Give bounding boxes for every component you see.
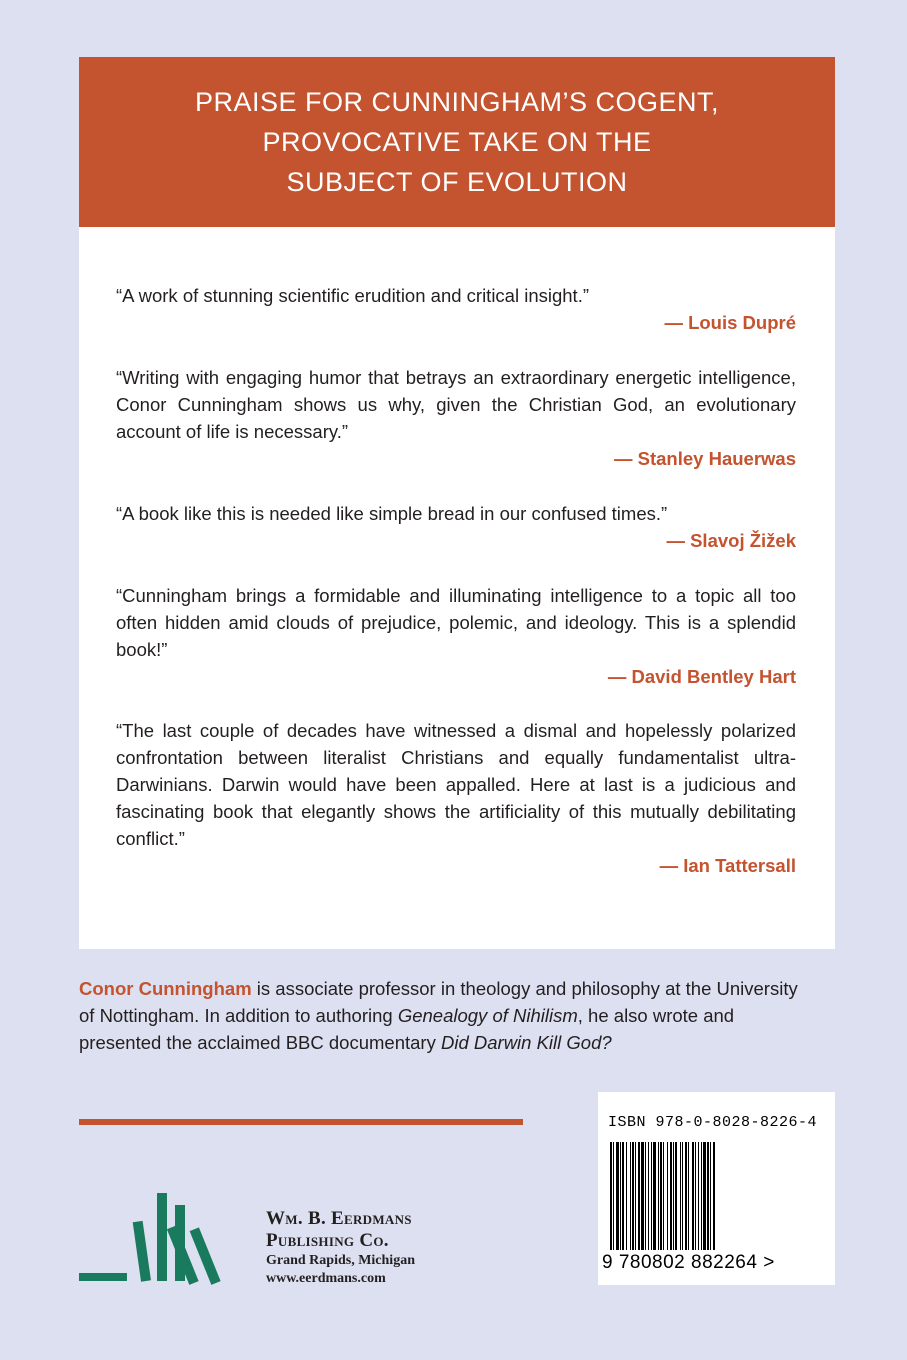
bio-text: , he also wrote and presented the acclaimed BBC documentary: [79, 1005, 735, 1053]
bio-text: is associate professor in theology and philosophy at the University of Nottingham. In addition to authoring: [79, 978, 798, 1026]
bio-book-title: Genealogy of Nihilism: [397, 1005, 578, 1026]
quote-text: “Writing with engaging humor that betrays an extraordinary energetic intelligence, Conor Cunningham shows us why, given the Christian God, an evolutionary account of life is necessary.”: [116, 367, 796, 442]
quote-attribution: — David Bentley Hart: [607, 666, 796, 687]
quote-hauerwas: [116, 364, 796, 472]
praise-header-band: [79, 57, 835, 227]
quote-zizek: [116, 500, 796, 554]
bio-documentary-title: Did Darwin Kill God?: [440, 1032, 612, 1053]
quote-attribution: — Slavoj Žižek: [666, 530, 796, 551]
header-line: SUBJECT OF EVOLUTION: [286, 167, 628, 197]
header-line: PROVOCATIVE TAKE ON THE: [262, 127, 652, 157]
publisher-info: [266, 1208, 415, 1288]
bio-author-name: Conor Cunningham: [79, 978, 252, 999]
accent-divider: [79, 1119, 523, 1125]
quote-text: “Cunningham brings a formidable and illuminating intelligence to a topic all too often hidden amid clouds of prejudice, polemic, and ideology. This is a splendid book!”: [116, 585, 796, 660]
quote-attribution: — Louis Dupré: [664, 312, 796, 333]
header-line: PRAISE FOR CUNNINGHAM’S COGENT,: [194, 87, 720, 117]
isbn-label: ISBN 978-0-8028-8226-4: [608, 1114, 818, 1131]
barcode-digits: 9 780802 882264 >: [602, 1252, 775, 1273]
praise-header-title: [195, 82, 719, 202]
author-bio: [79, 975, 799, 1056]
publisher-name: Wm. B. Eerdmans: [266, 1208, 412, 1229]
quote-text: “A work of stunning scientific erudition and critical insight.”: [116, 285, 589, 306]
barcode-icon: [610, 1142, 814, 1252]
publisher-location: Grand Rapids, Michigan: [266, 1253, 415, 1268]
quotes-panel: [79, 227, 835, 949]
eerdmans-logo-icon: [79, 1193, 259, 1294]
quote-text: “A book like this is needed like simple bread in our confused times.”: [116, 503, 668, 524]
quote-attribution: — Ian Tattersall: [659, 855, 796, 876]
isbn-barcode-box: [598, 1092, 835, 1285]
quote-tattersall: [116, 717, 796, 879]
quote-dupre: [116, 282, 796, 336]
quote-text: “The last couple of decades have witnessed a dismal and hopelessly polarized confrontation between literalist Christians and equally fundamentalist ultra-Darwinians. Darwin would have been appalled. Here at last is a judicious and fascinating book that elegantly shows the artificiality of this mutually debilitating conflict.”: [116, 720, 796, 849]
publisher-name: Publishing Co.: [266, 1230, 389, 1251]
quote-hart: [116, 582, 796, 690]
quote-attribution: — Stanley Hauerwas: [614, 448, 796, 469]
publisher-website: www.eerdmans.com: [266, 1271, 386, 1286]
